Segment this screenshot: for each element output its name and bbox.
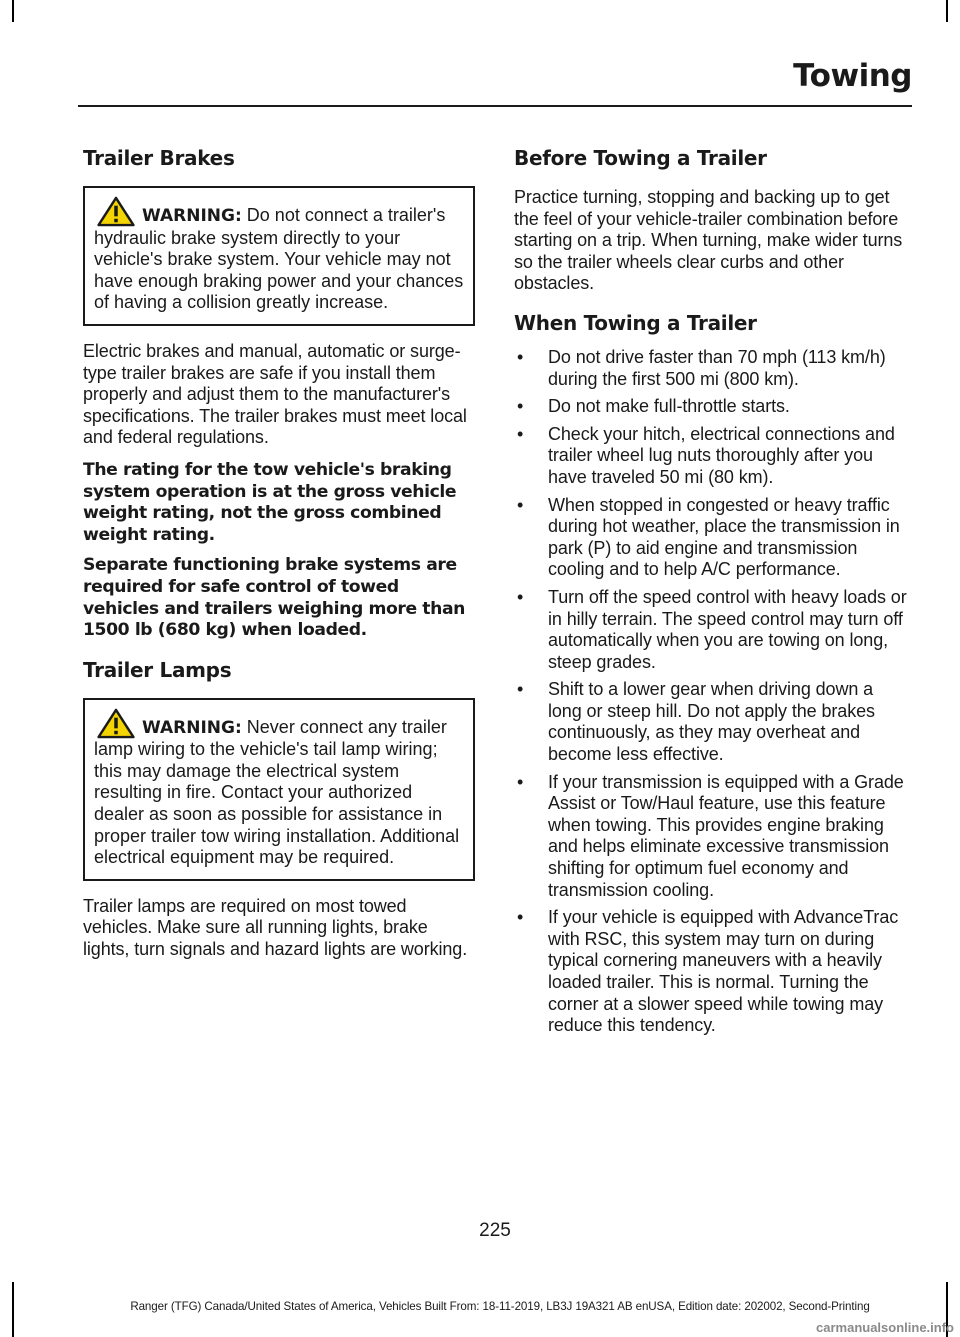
crop-mark: [946, 0, 948, 22]
trailer-lamps-heading: Trailer Lamps: [83, 657, 232, 682]
warning-box-brakes: [83, 186, 475, 326]
crop-mark: [12, 0, 14, 22]
list-item: • If your vehicle is equipped with AdvanceTrac with RSC, this system may turn on during typical cornering maneuvers with a heavily loaded trailer. This is normal. Turning the corner at a slower speed while towing may reduce this tendency.: [517, 907, 899, 1036]
bullet-icon: •: [517, 494, 524, 515]
before-towing-paragraph: Practice turning, stopping and backing up to get the feel of your vehicle-trailer combination before starting on a trip. When turning, make wider turns so the trailer wheels clear curbs and other obstacles.: [514, 187, 903, 294]
warning-label: WARNING:: [142, 206, 242, 226]
left-column: [83, 143, 475, 961]
page-title: Towing: [793, 58, 912, 94]
bullet-icon: •: [517, 396, 524, 417]
bullet-icon: •: [517, 771, 524, 792]
list-item: • Do not make full-throttle starts.: [517, 396, 790, 417]
trailer-brakes-heading: Trailer Brakes: [83, 146, 235, 170]
bullet-icon: •: [517, 586, 524, 607]
trailer-lamps-paragraph: Trailer lamps are required on most towed vehicles. Make sure all running lights, brake lights, turn signals and hazard lights are working.: [83, 895, 468, 960]
warning-label: WARNING:: [142, 717, 242, 738]
braking-rating-paragraph: The rating for the tow vehicle's braking system operation is at the gross vehicle weight rating, not the gross combined weight rating.: [83, 459, 457, 545]
crop-mark: [12, 1282, 14, 1337]
watermark[interactable]: carmanualsonline.info: [816, 1320, 954, 1335]
title-rule: [78, 105, 912, 107]
warning-triangle-icon: [96, 708, 136, 739]
bullet-icon: •: [517, 423, 524, 444]
footer-edition-info: Ranger (TFG) Canada/United States of America, Vehicles Built From: 18-11-2019, LB3J 19A321 AB enUSA, Edition date: 202002, Second-Printing: [130, 1300, 870, 1313]
warning-triangle-icon: [96, 196, 136, 227]
separate-brakes-paragraph: Separate functioning brake systems are required for safe control of towed vehicles and trailers weighing more than 1500 lb (680 kg) when loaded.: [83, 555, 465, 641]
page-number: 225: [479, 1220, 511, 1241]
list-item: • If your transmission is equipped with a Grade Assist or Tow/Haul feature, use this feature when towing. This provides engine braking and helps eliminate excessive transmission shifting for optimum fuel economy and transmission cooling.: [517, 771, 904, 900]
before-towing-heading: Before Towing a Trailer: [514, 146, 767, 170]
bullet-icon: •: [517, 679, 524, 700]
list-item: • Do not drive faster than 70 mph (113 km/h) during the first 500 mi (800 km).: [517, 346, 886, 389]
right-column: [514, 143, 909, 1037]
list-item: • Turn off the speed control with heavy loads or in hilly terrain. The speed control may turn off automatically when you are towing on long, steep grades.: [517, 586, 907, 672]
electric-brakes-paragraph: Electric brakes and manual, automatic or surge-type trailer brakes are safe if you install them properly and adjust them to the manufacturer's specifications. The trailer brakes must meet local and federal regulations.: [83, 340, 467, 448]
warning-text: Never connect any trailer lamp wiring to the vehicle's tail lamp wiring; this may damage the electrical system resulting in fire. Contact your authorized dealer as soon as possible for assistance in proper trailer tow wiring installation. Additional electrical equipment may be required.: [94, 716, 460, 868]
warning-text: Do not connect a trailer's hydraulic brake system directly to your vehicle's brake system. Your vehicle may not have enough braking power and your chances of having a collision greatly increase.: [94, 205, 464, 313]
warning-box-lamps: [83, 698, 475, 881]
towing-tips-list: [514, 347, 909, 1037]
bullet-icon: •: [517, 346, 524, 367]
bullet-icon: •: [517, 907, 524, 928]
list-item: • Check your hitch, electrical connections and trailer wheel lug nuts thoroughly after you have traveled 50 mi (80 km).: [517, 423, 895, 487]
list-item: • When stopped in congested or heavy traffic during hot weather, place the transmission in park (P) to aid engine and transmission cooling and to help A/C performance.: [517, 494, 900, 580]
list-item: • Shift to a lower gear when driving down a long or steep hill. Do not apply the brakes continuously, as they may overheat and become less effective.: [517, 679, 875, 765]
when-towing-heading: When Towing a Trailer: [514, 310, 757, 335]
